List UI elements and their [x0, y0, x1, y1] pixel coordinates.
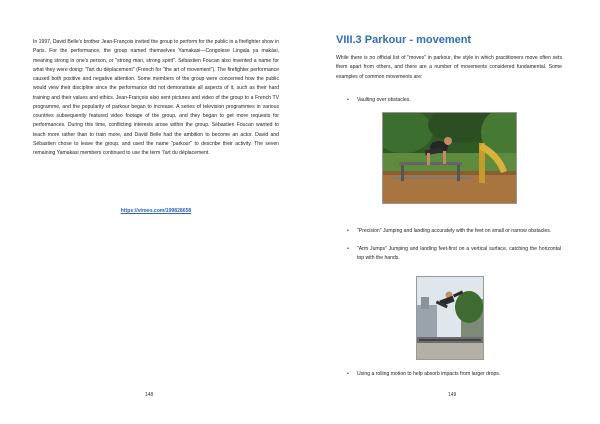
left-body-text: In 1997, David Belle's brother Jean-François invited the group to perform for the public in a firefighter show in Paris. For the performance, the group named themselves Yamakasi—Congolese Lingala ya makási, meaning strong in one's person, or "strong man, strong spirit". Sébastien Foucan also invented a name for what they were doing: "l'art du déplacement" (French for "the art of movement"). The firefighter performance caused both positive and negative attention. Some members of the group were concerned how the public would view their discipline since the performance did not demonstrate all aspects of it, such as their hard training and their values and ethics. Jean-François also sent pictures and video of the group to a French TV programme, and the popularity of parkour began to increase. A series of television programmes in various countries subsequently featured video footage of the group, and they began to get more requests for performances. During this time, conflicting interests arose within the group. Sébastien Foucan wanted to teach more rather than to train more, and David Belle had the ambition to become an actor. David and Sébastien chose to leave the group, and used the name "parkour" to describe their activity. The seven remaining Yamakasi members continued to use the term 'l'art du déplacement. — [33, 39, 279, 156]
page-number-right: 149 — [448, 392, 457, 398]
section-title: VIII.3 Parkour - movement — [336, 34, 472, 46]
right-page — [300, 0, 600, 424]
vimeo-link[interactable]: https://vimeo.com/199828658 — [120, 208, 192, 214]
page-number-left: 148 — [145, 392, 154, 398]
bullet-arm-jumps: • "Arm Jumps" Jumping and landing feet-first on a vertical surface, catching the horizontal top with the hands. — [347, 245, 561, 264]
bullet-precision: • "Precision" Jumping and landing accurately with the feet on small or narrow obstacles. — [347, 227, 561, 236]
bullet-vaulting: • Vaulting over obstacles. — [347, 96, 561, 105]
bullet-rolling: • Using a rolling motion to help absorb impacts from larger drops. — [347, 370, 561, 379]
intro-paragraph: While there is no official list of "moves" in parkour, the style in which practitioners move often sets them apart from others, and there are a number of movements considered fundamental. Some examples of common movements are: — [336, 55, 562, 80]
arm-jump-photo — [416, 276, 484, 360]
vaulting-photo — [382, 112, 517, 204]
